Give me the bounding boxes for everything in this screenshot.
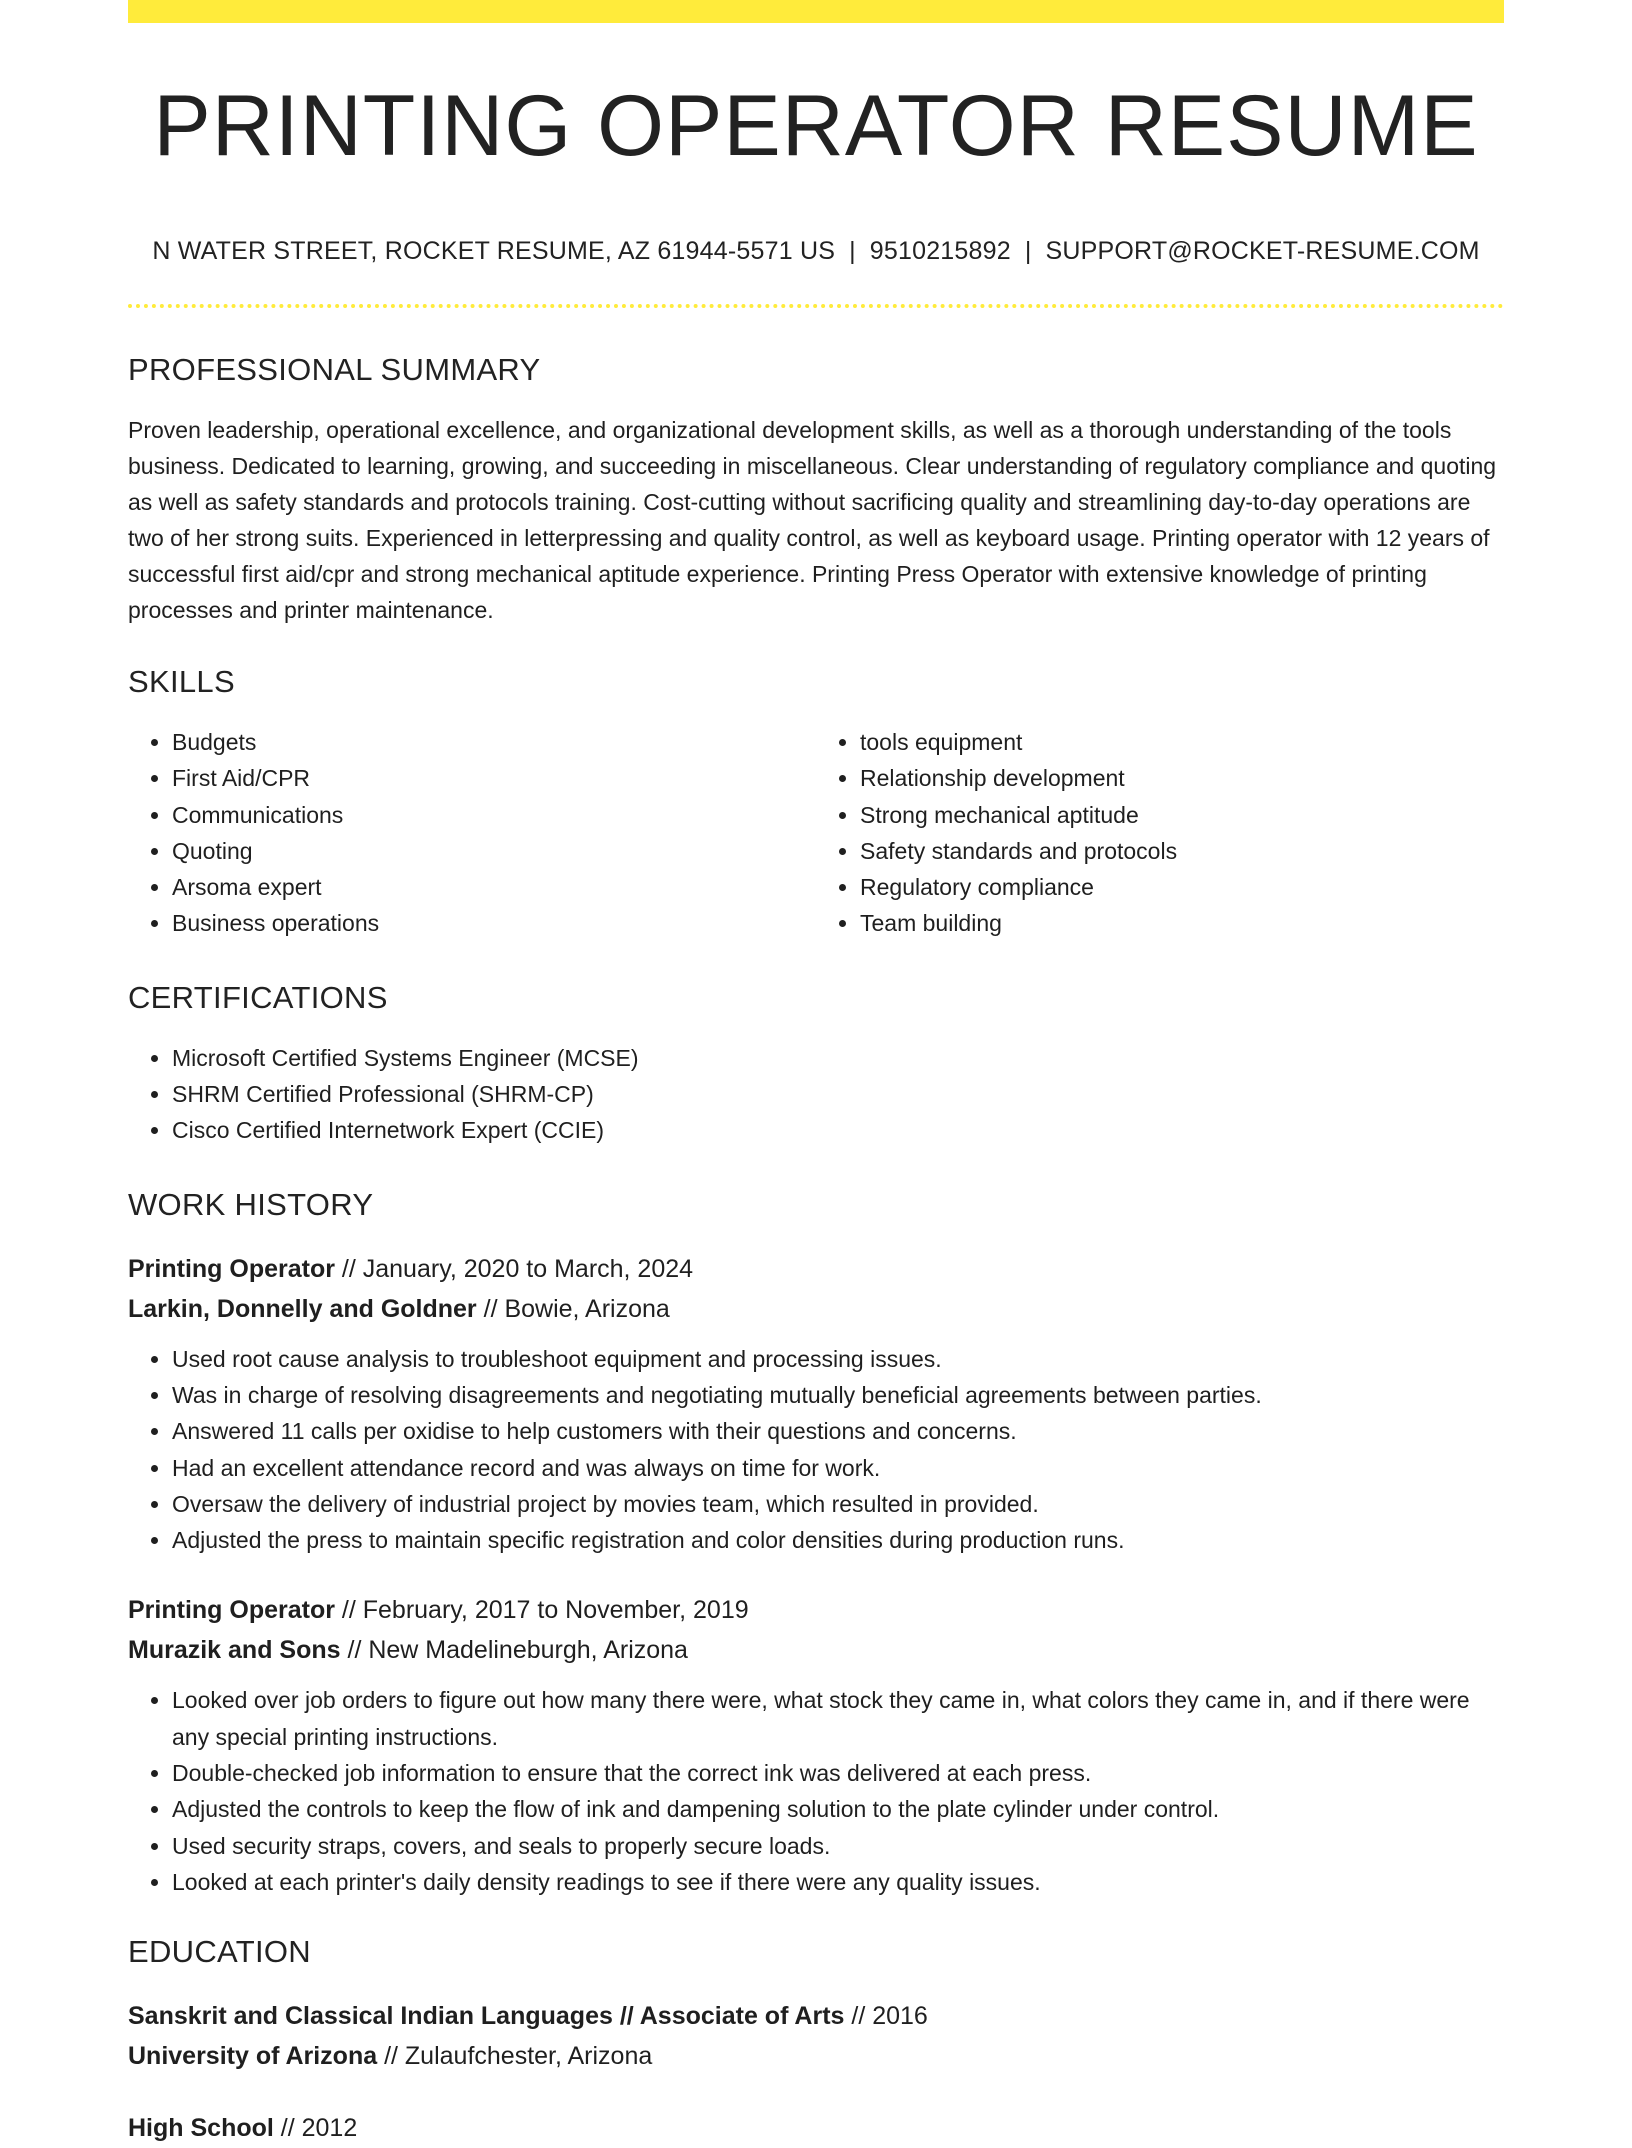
job-company-line <box>128 1289 1504 1329</box>
job-duty: • Adjusted the controls to keep the flow of ink and dampening solution to the plate cylinder under control. <box>172 1791 1504 1827</box>
education-year: // 2012 <box>273 2114 358 2143</box>
job-duty: • Looked over job orders to figure out how many there were, what stock they came in, what colors they came in, and if there were any special printing instructions. <box>172 1682 1504 1755</box>
skill-item: • Team building <box>860 905 1504 941</box>
education-degree-line <box>128 2108 1504 2148</box>
job-duty: • Was in charge of resolving disagreements and negotiating mutually beneficial agreements between parties. <box>172 1377 1504 1413</box>
job-company: Murazik and Sons <box>128 1636 341 1665</box>
job-duties-list <box>128 1341 1504 1559</box>
resume-page <box>128 0 1504 2148</box>
contact-separator: | <box>1024 237 1032 265</box>
job-duty: • Had an excellent attendance record and was always on time for work. <box>172 1450 1504 1486</box>
skill-item: • Strong mechanical aptitude <box>860 797 1504 833</box>
job-company: Larkin, Donnelly and Goldner <box>128 1294 477 1323</box>
education-location: // Zulaufchester, Arizona <box>377 2042 653 2071</box>
job-dates: // January, 2020 to March, 2024 <box>334 1254 694 1283</box>
job-duty: • Answered 11 calls per oxidise to help customers with their questions and concerns. <box>172 1413 1504 1449</box>
skill-item: • Safety standards and protocols <box>860 833 1504 869</box>
job-title: Printing Operator <box>128 1596 335 1625</box>
education-school-line <box>128 2036 1504 2076</box>
skills-columns <box>128 724 1504 942</box>
job-company-line <box>128 1630 1504 1670</box>
skill-item: • Regulatory compliance <box>860 869 1504 905</box>
summary-text: Proven leadership, operational excellence, and organizational development skills, as well as a thorough understanding of the tools business. Dedicated to learning, growing, and succeeding in miscellaneous. Clear understanding of regulatory compliance and quoting as well as safety standards and protocols training. Cost-cutting without sacrificing quality and streamlining day-to-day operations are two of her strong suits. Experienced in letterpressing and quality control, as well as keyboard usage. Printing operator with 12 years of successful first aid/cpr and strong mechanical aptitude experience. Printing Press Operator with extensive knowledge of printing processes and printer maintenance. <box>128 417 1497 623</box>
job-duties-list <box>128 1682 1504 1900</box>
contact-address: N WATER STREET, ROCKET RESUME, AZ 61944-5571 US <box>152 237 836 265</box>
summary-heading: PROFESSIONAL SUMMARY <box>128 352 541 387</box>
accent-bar <box>128 0 1504 23</box>
job-location: // Bowie, Arizona <box>476 1294 670 1323</box>
education-degree: Sanskrit and Classical Indian Languages // Associate of Arts <box>128 2002 845 2031</box>
contact-phone: 9510215892 <box>869 237 1011 265</box>
skills-heading: SKILLS <box>128 664 235 699</box>
job-title-line <box>128 1249 1504 1289</box>
job-duty: • Looked at each printer's daily density readings to see if there were any quality issues. <box>172 1864 1504 1900</box>
skills-list-left <box>128 724 816 942</box>
skill-item: • tools equipment <box>860 724 1504 760</box>
job-duty: • Used security straps, covers, and seals to properly secure loads. <box>172 1828 1504 1864</box>
page-title: PRINTING OPERATOR RESUME <box>153 78 1479 174</box>
education-school: University of Arizona <box>128 2042 378 2071</box>
skill-item: • Arsoma expert <box>172 869 816 905</box>
skill-item: • Budgets <box>172 724 816 760</box>
contact-separator: | <box>849 237 856 265</box>
skills-list-right <box>816 724 1504 942</box>
work-history-heading: WORK HISTORY <box>128 1186 374 1222</box>
contact-email: SUPPORT@ROCKET-RESUME.COM <box>1045 237 1480 265</box>
education-degree-line <box>128 1996 1504 2036</box>
dotted-divider <box>128 304 1504 308</box>
skill-item: • Relationship development <box>860 760 1504 796</box>
education-heading: EDUCATION <box>128 1934 311 1970</box>
certification-item: • Microsoft Certified Systems Engineer (MCSE) <box>172 1040 1504 1076</box>
certifications-heading: CERTIFICATIONS <box>128 979 388 1015</box>
job-title: Printing Operator <box>128 1254 335 1283</box>
contact-line <box>128 237 1504 266</box>
job-location: // New Madelineburgh, Arizona <box>340 1636 688 1665</box>
job-dates: // February, 2017 to November, 2019 <box>334 1596 749 1625</box>
skill-item: • Communications <box>172 797 816 833</box>
job-duty: • Adjusted the press to maintain specific registration and color densities during production runs. <box>172 1522 1504 1558</box>
education-year: // 2016 <box>844 2002 928 2031</box>
skill-item: • Business operations <box>172 905 816 941</box>
job-duty: • Double-checked job information to ensure that the correct ink was delivered at each press. <box>172 1755 1504 1791</box>
job-duty: • Oversaw the delivery of industrial project by movies team, which resulted in provided. <box>172 1486 1504 1522</box>
certifications-list <box>128 1040 1504 1149</box>
certification-item: • SHRM Certified Professional (SHRM-CP) <box>172 1076 1504 1112</box>
education-degree: High School <box>128 2114 274 2143</box>
job-title-line <box>128 1590 1504 1630</box>
job-duty: • Used root cause analysis to troubleshoot equipment and processing issues. <box>172 1341 1504 1377</box>
skill-item: • Quoting <box>172 833 816 869</box>
skill-item: • First Aid/CPR <box>172 760 816 796</box>
certification-item: • Cisco Certified Internetwork Expert (CCIE) <box>172 1112 1504 1148</box>
